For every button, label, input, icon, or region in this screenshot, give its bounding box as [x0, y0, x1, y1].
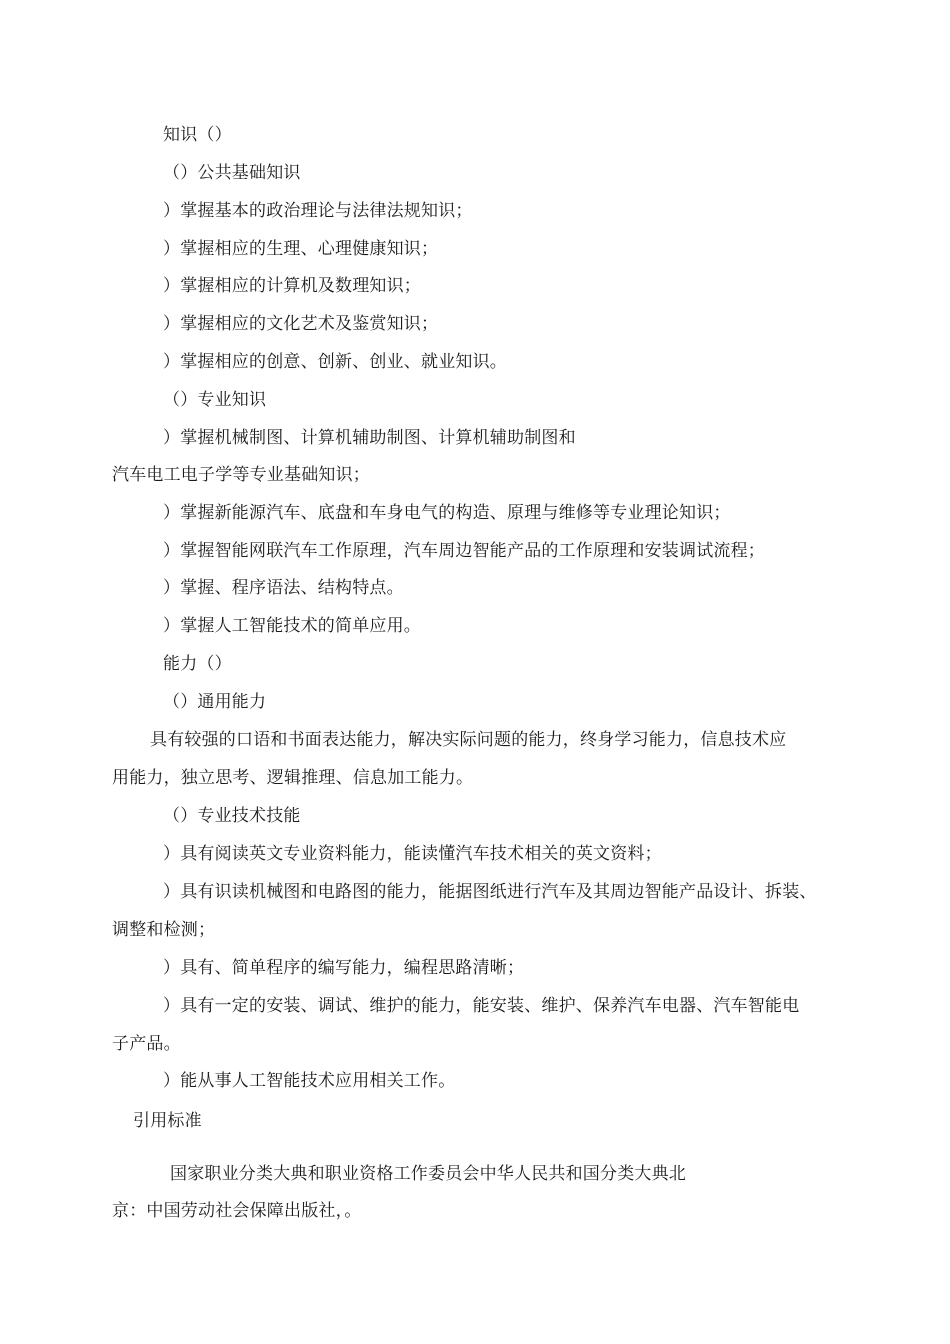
list-item: ）具有识读机械图和电路图的能力，能据图纸进行汽车及其周边智能产品设计、拆装、 [163, 882, 817, 902]
list-item-continuation: 调整和检测； [112, 920, 216, 940]
list-item: ）掌握相应的计算机及数理知识； [163, 276, 421, 296]
list-item-continuation: 汽车电工电子学等专业基础知识； [112, 465, 370, 485]
subsection-heading-general-knowledge: （）公共基础知识 [163, 163, 301, 183]
list-item: ）掌握、程序语法、结构特点。 [163, 578, 404, 598]
list-item: ）掌握基本的政治理论与法律法规知识； [163, 201, 473, 221]
section-heading-knowledge: 知识（） [163, 125, 232, 145]
paragraph-line: 用能力，独立思考、逻辑推理、信息加工能力。 [112, 768, 474, 788]
list-item: ）掌握相应的生理、心理健康知识； [163, 239, 439, 259]
subsection-heading-professional-knowledge: （）专业知识 [163, 390, 267, 410]
list-item: ）具有阅读英文专业资料能力，能读懂汽车技术相关的英文资料； [163, 844, 662, 864]
list-item: ）能从事人工智能技术应用相关工作。 [163, 1071, 456, 1091]
list-item: ）掌握相应的文化艺术及鉴赏知识； [163, 314, 439, 334]
section-heading-cited-standards: 引用标准 [133, 1111, 202, 1131]
list-item: ）具有、简单程序的编写能力，编程思路清晰； [163, 958, 525, 978]
paragraph-line: 具有较强的口语和书面表达能力，解决实际问题的能力，终身学习能力，信息技术应 [150, 730, 787, 750]
list-item: ）掌握智能网联汽车工作原理，汽车周边智能产品的工作原理和安装调试流程； [163, 541, 765, 561]
list-item: ）具有一定的安装、调试、维护的能力，能安装、维护、保养汽车电器、汽车智能电 [163, 996, 800, 1016]
list-item: ）掌握人工智能技术的简单应用。 [163, 616, 421, 636]
section-heading-ability: 能力（） [163, 654, 232, 674]
subsection-heading-general-ability: （）通用能力 [163, 692, 267, 712]
list-item: ）掌握新能源汽车、底盘和车身电气的构造、原理与维修等专业理论知识； [163, 503, 731, 523]
reference-line: 国家职业分类大典和职业资格工作委员会中华人民共和国分类大典北 [170, 1164, 686, 1184]
list-item: ）掌握相应的创意、创新、创业、就业知识。 [163, 352, 507, 372]
reference-line-continuation: 京：中国劳动社会保障出版社，。 [112, 1201, 362, 1221]
list-item-continuation: 子产品。 [112, 1034, 181, 1054]
subsection-heading-professional-skills: （）专业技术技能 [163, 806, 301, 826]
list-item: ）掌握机械制图、计算机辅助制图、计算机辅助制图和 [163, 428, 576, 448]
